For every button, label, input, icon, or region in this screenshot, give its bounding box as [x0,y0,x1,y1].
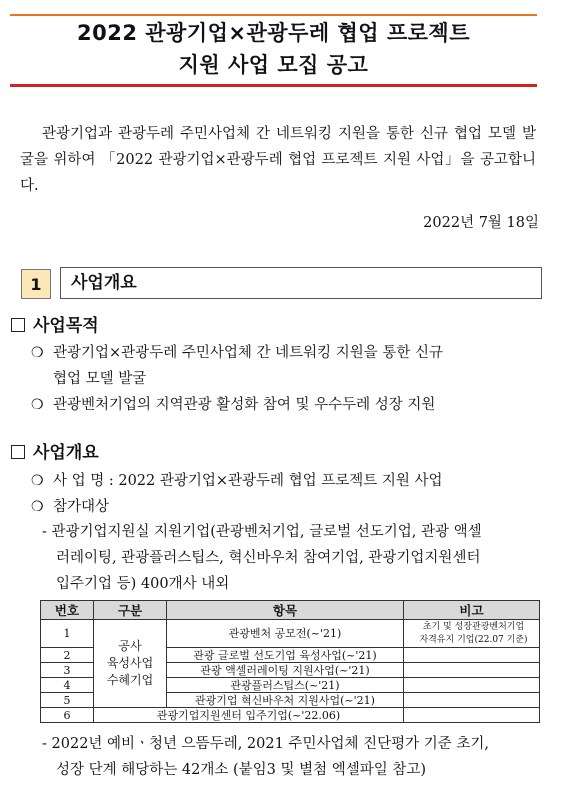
row-note [404,708,540,723]
overview-heading [11,438,99,463]
announcement-date: 2022년 7월 18일 [423,215,539,231]
target-bullet [31,494,541,520]
target-dash-2-line-1: 2022년 예비ㆍ청년 으뜸두레, 2021 주민사업체 진단평가 기준 초기, [51,736,489,752]
purpose-bullet-1 [31,340,541,392]
target-dash-1 [42,519,542,597]
row-item: 관광 글로벌 선도기업 육성사업(~'21) [167,648,404,663]
target-text: 참가대상 [53,499,110,515]
section-number: 1 [21,269,51,299]
row-number: 1 [41,620,94,648]
row-item: 관광기업 혁신바우처 지원사업(~'21) [167,693,404,708]
purpose-bullet-2 [31,392,541,418]
eligible-company-table [40,600,540,723]
target-dash-2-line-2: 성장 단계 해당하는 42개소 (붙임3 및 별첨 엑셀파일 참고) [56,762,427,778]
purpose-bullet-2-line-1: 관광벤처기업의 지역관광 활성화 참여 및 우수두레 성장 지원 [53,397,436,413]
target-dash-2 [42,731,542,783]
target-dash-1-line-2: 러레이팅, 관광플러스팁스, 혁신바우처 참여기업, 관광기업지원센터 [56,550,481,566]
purpose-bullet-1-line-1: 관광기업×관광두레 주민사업체 간 네트워킹 지원을 통한 신규 [53,345,443,361]
circle-bullet-icon: ❍ [31,499,44,515]
dash-mark: - [42,524,47,540]
row-number: 3 [41,663,94,678]
project-name-bullet [31,468,541,494]
circle-bullet-icon: ❍ [31,473,44,489]
project-name-text: 사 업 명 : 2022 관광기업×관광두레 협업 프로젝트 지원 사업 [53,473,443,489]
title-block [10,14,537,87]
purpose-bullet-1-line-2: 협업 모델 발굴 [53,371,147,387]
table-header-cell: 비고 [404,601,540,620]
row-item: 관광 액셀러레이팅 지원사업(~'21) [167,663,404,678]
target-dash-1-line-1: 관광기업지원실 지원기업(관광벤처기업, 글로벌 선도기업, 관광 액셀 [51,524,482,540]
row-number: 4 [41,678,94,693]
title-line-1: 2022 관광기업×관광두레 협업 프로젝트 [77,21,470,45]
row-note [404,663,540,678]
row-item: 관광벤처 공모전(~'21) [167,620,404,648]
row-number: 5 [41,693,94,708]
row-number: 6 [41,708,94,723]
target-dash-1-line-3: 입주기업 등) 400개사 내외 [56,576,230,592]
row-note: 초기 및 성장관광벤처기업 자격유지 기업(22.07 기준) [404,620,540,648]
table-row [41,708,540,723]
intro-paragraph: 관광기업과 관광두레 주민사업체 간 네트워킹 지원을 통한 신규 협업 모델 발굴을 위하여 「2022 관광기업×관광두레 협업 프로젝트 지원 사업」을 공고합니다. [20,126,536,194]
row-note [404,678,540,693]
purpose-heading-text: 사업목적 [33,316,99,336]
dash-mark: - [42,736,47,752]
table-row [41,620,540,648]
square-bullet-icon [11,318,25,332]
purpose-heading [11,311,99,336]
circle-bullet-icon: ❍ [31,345,44,361]
section-title: 사업개요 [60,267,542,299]
square-bullet-icon [11,445,25,459]
title-line-2: 지원 사업 모집 공고 [178,53,369,77]
row-item: 관광기업지원센터 입주기업(~'22.06) [94,708,404,723]
table-header-cell: 항목 [167,601,404,620]
table-header-cell: 번호 [41,601,94,620]
row-number: 2 [41,648,94,663]
table-header-cell: 구분 [94,601,167,620]
title-top-rule [10,14,537,16]
title-bottom-rule [10,84,537,87]
table-header-row [41,601,540,620]
row-note [404,648,540,663]
group-label: 공사 육성사업 수혜기업 [94,620,167,708]
row-note [404,693,540,708]
circle-bullet-icon: ❍ [31,397,44,413]
overview-heading-text: 사업개요 [33,443,99,463]
row-item: 관광플러스팁스(~'21) [167,678,404,693]
